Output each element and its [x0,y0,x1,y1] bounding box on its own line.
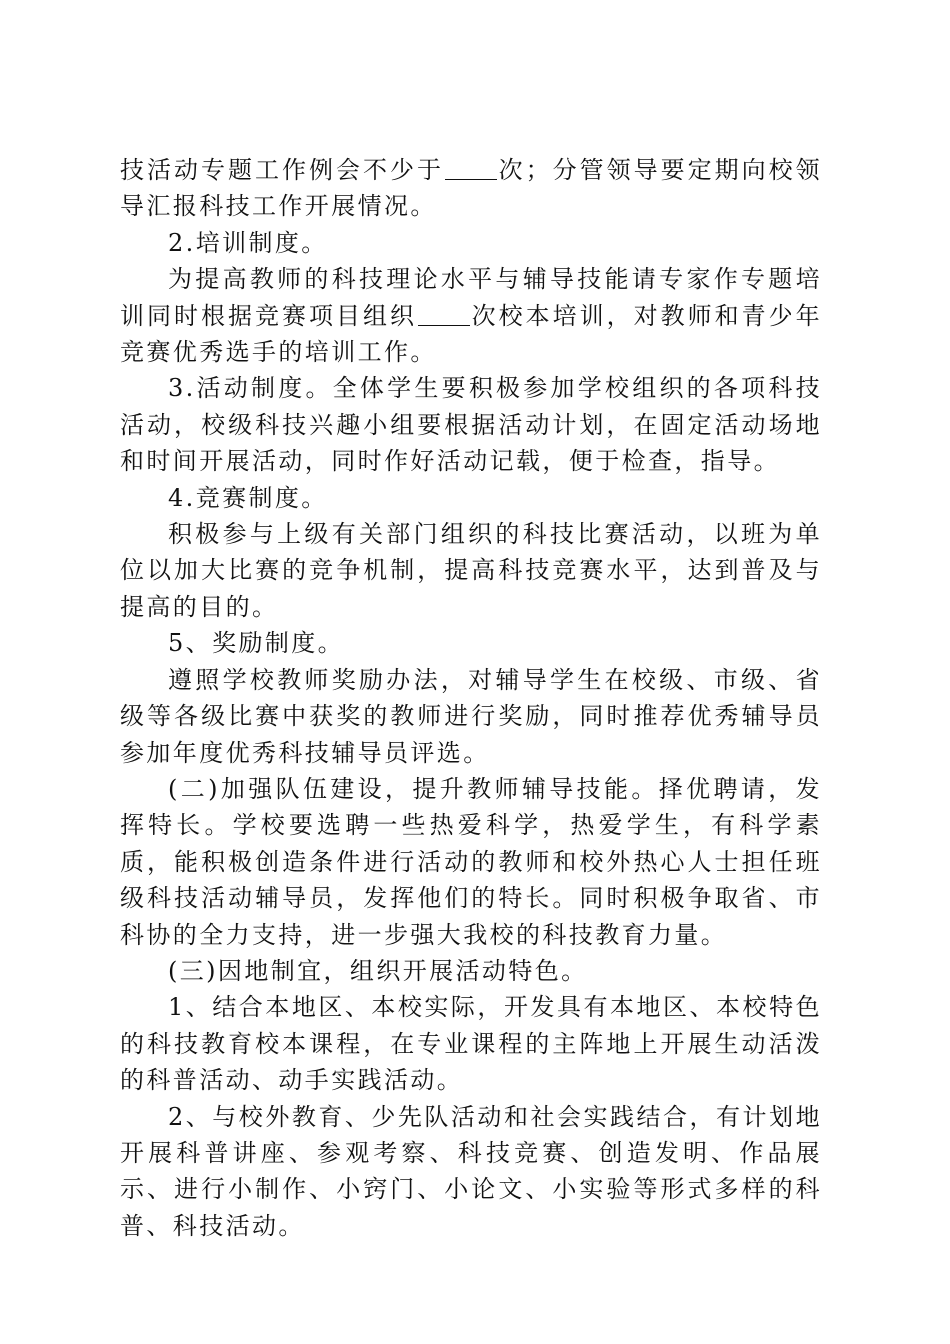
heading-local-features: (三)因地制宜，组织开展活动特色。 [168,956,588,985]
paragraph-local-curriculum: 1、结合本地区、本校实际，开发具有本地区、本校特色的科技教育校本课程，在专业课程的主阵地上开展生动活泼的科普活动、动手实践活动。 [120,993,822,1095]
heading-reward-system: 5、奖励制度。 [168,629,345,658]
fill-in-blank [445,157,497,180]
fill-in-blank [418,303,470,326]
heading-competition-system: 4.竞赛制度。 [168,483,328,512]
document-body [120,152,822,1244]
paragraph-reward: 遵照学校教师奖励办法，对辅导学生在校级、市级、省级等各级比赛中获奖的教师进行奖励，同时推荐优秀辅导员参加年度优秀科技辅导员评选。 [120,665,822,767]
paragraph-training: 为提高教师的科技理论水平与辅导技能请专家作专题培训同时根据竞赛项目组织 次校本培训，对教师和青少年竞赛优秀选手的培训工作。 [120,265,822,367]
paragraph-meeting-rule: 技活动专题工作例会不少于 次；分管领导要定期向校领导汇报科技工作开展情况。 [120,156,822,221]
paragraph-team-building: (二)加强队伍建设，提升教师辅导技能。择优聘请，发挥特长。学校要选聘一些热爱科学，热爱学生，有科学素质，能积极创造条件进行活动的教师和校外热心人士担任班级科技活动辅导员，发挥他们的特长。同时积极争取省、市科协的全力支持，进一步强大我校的科技教育力量。 [120,774,822,949]
heading-training-system: 2.培训制度。 [168,228,328,257]
paragraph-competition: 积极参与上级有关部门组织的科技比赛活动，以班为单位以加大比赛的竞争机制，提高科技竞赛水平，达到普及与提高的目的。 [120,520,822,621]
paragraph-extracurricular: 2、与校外教育、少先队活动和社会实践结合，有计划地开展科普讲座、参观考察、科技竞赛、创造发明、作品展示、进行小制作、小窍门、小论文、小实验等形式多样的科普、科技活动。 [120,1102,822,1240]
paragraph-activity-system: 3.活动制度。全体学生要积极参加学校组织的各项科技活动，校级科技兴趣小组要根据活动计划，在固定活动场地和时间开展活动，同时作好活动记载，便于检查，指导。 [120,374,822,476]
